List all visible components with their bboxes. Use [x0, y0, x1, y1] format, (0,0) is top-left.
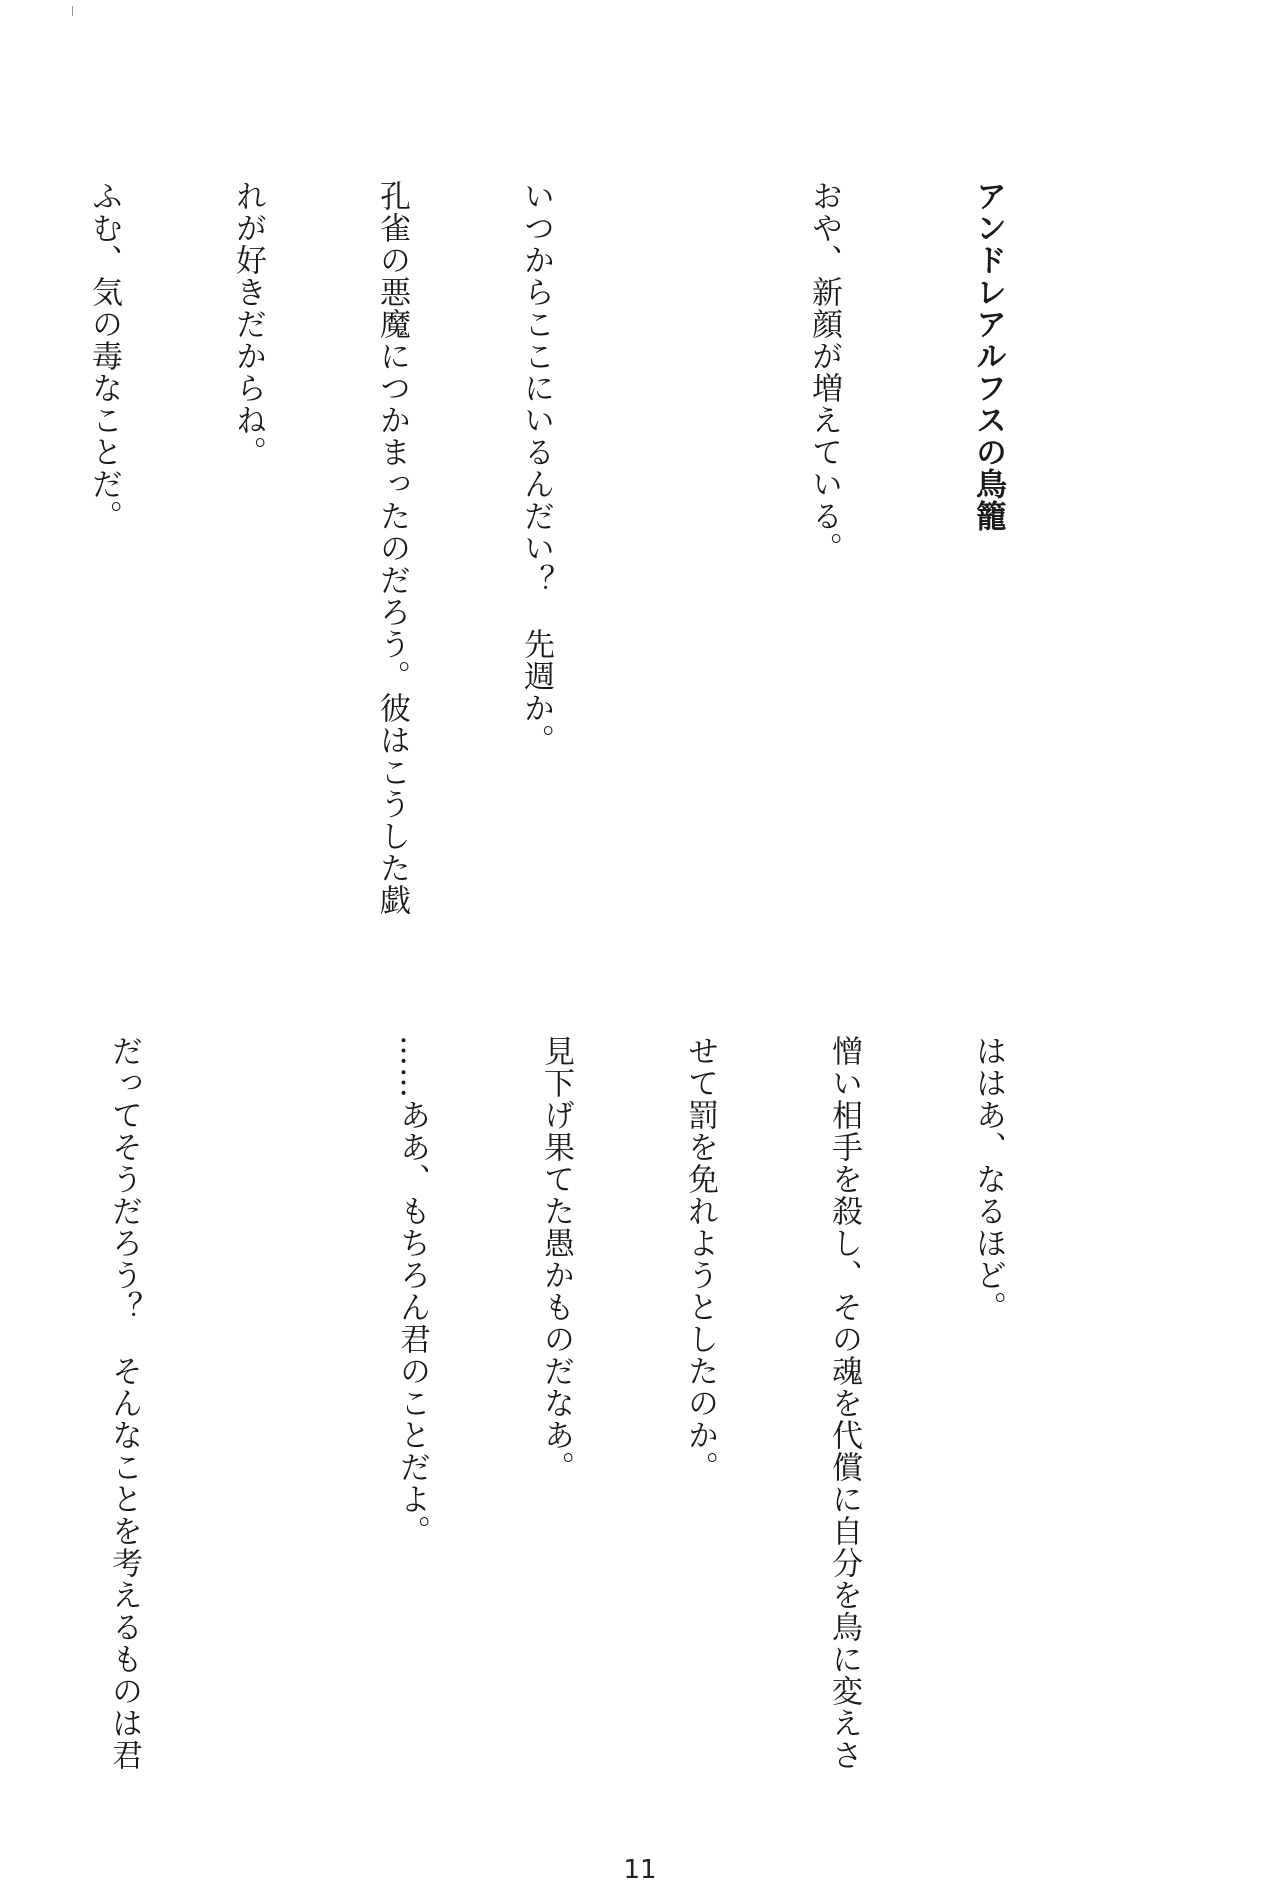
top-text-block [0, 180, 1108, 940]
text-line: ははあ、なるほど。 [970, 1035, 1006, 1323]
paragraph-gap [244, 1035, 292, 1805]
text-line: れが好きだからね。 [230, 180, 266, 468]
text-line: いつからここにいるんだい？ 先週か。 [518, 180, 554, 756]
paragraph-gap [656, 180, 704, 940]
chapter-title: アンドレアルフスの鳥籠 [970, 180, 1006, 532]
page-number: 11 [623, 1855, 657, 1885]
text-line: おや、新顔が増えている。 [806, 180, 842, 564]
text-line: だってそうだろう？ そんなことを考えるものは君 [106, 1035, 142, 1771]
text-line: 憎い相手を殺し、その魂を代償に自分を鳥に変えさ [826, 1035, 862, 1771]
text-line: 見下げ果てた愚かものだなあ。 [538, 1035, 574, 1483]
text-line: ふむ、気の毒なことだ。 [86, 180, 122, 532]
text-line: 孔雀の悪魔につかまったのだろう。彼はこうした戯 [374, 180, 410, 916]
text-line [0, 1035, 4, 1805]
corner-mark [72, 6, 73, 16]
text-line: ……ああ、もちろん君のことだよ。 [394, 1035, 430, 1547]
text-line: せて罰を免れようとしたのか。 [682, 1035, 718, 1483]
bottom-text-block [0, 1035, 1108, 1805]
